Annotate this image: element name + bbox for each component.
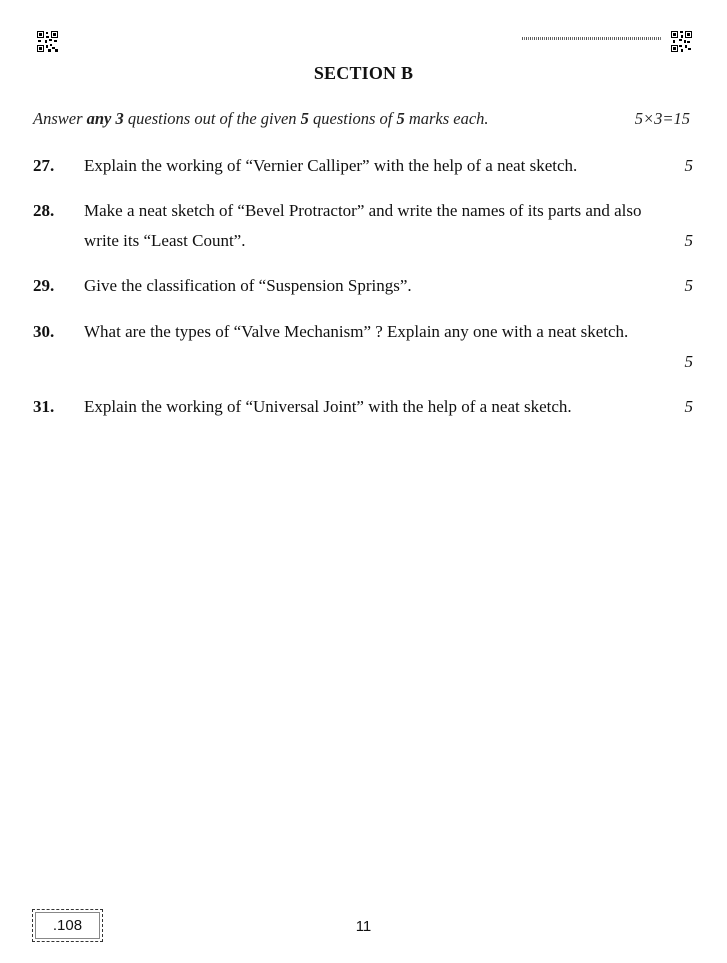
question-number: 27. [33, 156, 55, 175]
qr-code-icon [37, 31, 58, 52]
question-number: 29. [33, 276, 55, 295]
question-marks: 5 [684, 156, 693, 175]
question-text: Make a neat sketch of “Bevel Protractor” and write the names of its parts and also write its “Least Count”. [84, 201, 642, 250]
question-text: What are the types of “Valve Mechanism” ? Explain any one with a neat sketch. [84, 322, 629, 341]
total-marks: 5×3=15 [634, 109, 690, 128]
question-marks: 5 [684, 276, 693, 295]
question-text: Explain the working of “Vernier Calliper” with the help of a neat sketch. [84, 156, 578, 175]
question-item [33, 392, 693, 422]
question-number: 30. [33, 322, 55, 341]
question-number: 28. [33, 201, 55, 220]
paper-code: .108 [52, 917, 83, 934]
instruction-text: questions out of the given [123, 109, 301, 128]
question-marks: 5 [684, 397, 693, 416]
question-item [33, 151, 693, 181]
section-instructions [33, 109, 489, 129]
question-number: 31. [33, 397, 55, 416]
question-marks: 5 [684, 351, 693, 371]
section-title: SECTION B [313, 63, 414, 83]
qr-code-icon [671, 31, 692, 52]
instruction-text: Answer [33, 109, 87, 128]
instruction-emphasis: 5 [396, 109, 405, 128]
question-item [33, 317, 693, 377]
instruction-text: marks each. [404, 109, 489, 128]
instruction-emphasis: any 3 [86, 109, 124, 128]
question-item [33, 271, 693, 301]
instruction-emphasis: 5 [300, 109, 309, 128]
instruction-text: questions of [308, 109, 397, 128]
question-marks: 5 [684, 230, 693, 250]
page-number: 11 [355, 918, 372, 935]
question-text: Give the classification of “Suspension Springs”. [84, 276, 412, 295]
question-item [33, 196, 693, 256]
barcode-strip [522, 37, 662, 40]
question-text: Explain the working of “Universal Joint” with the help of a neat sketch. [84, 397, 572, 416]
